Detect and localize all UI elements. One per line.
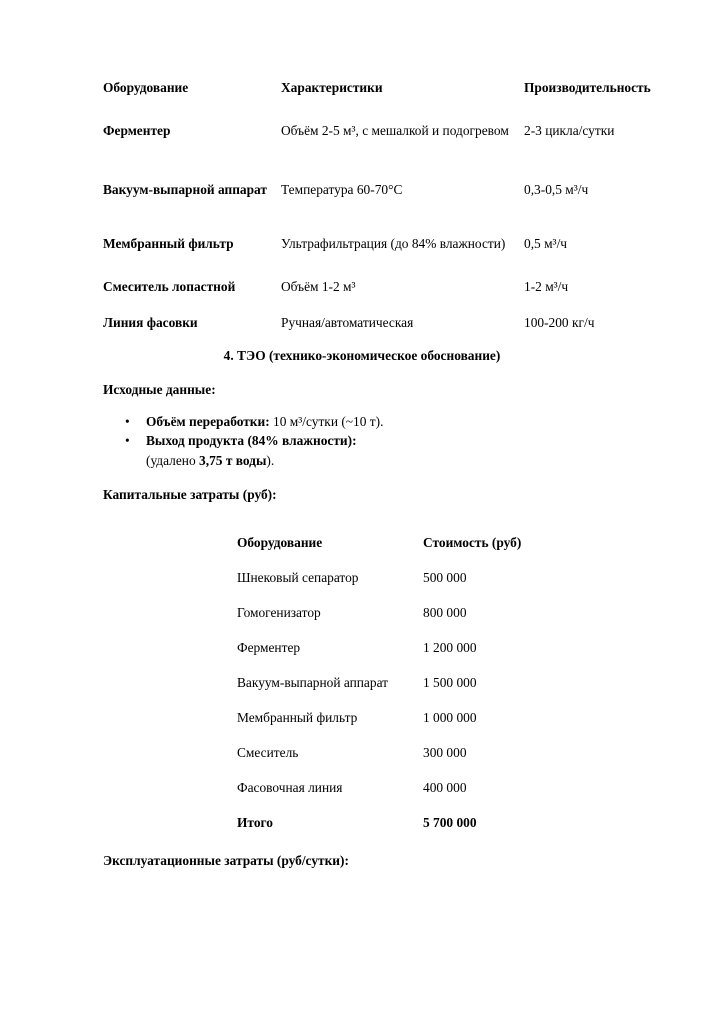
column-header-capacity: Производительность [524,79,651,95]
bullet-continuation [146,452,274,470]
cost-item-value: 400 000 [423,780,467,796]
operating-costs-heading: Эксплуатационные затраты (руб/сутки): [103,853,349,868]
cost-item-name: Ферментер [237,640,301,656]
column-header-equipment: Оборудование [103,79,189,95]
equipment-capacity: 1-2 м³/ч [524,278,569,294]
cost-item-name: Фасовочная линия [237,780,343,796]
initial-data-heading: Исходные данные: [103,382,216,397]
equipment-spec: Ультрафильтрация (до 84% влажности) [281,235,506,251]
equipment-table [103,76,683,342]
equipment-spec: Объём 2-5 м³, с мешалкой и подогревом [281,122,509,138]
cost-item-name: Смеситель [237,745,299,761]
bullet-label: Выход продукта (84% влажности): [146,433,357,448]
section-title: 4. ТЭО (технико-экономическое обоснование) [223,348,501,363]
equipment-capacity: 2-3 цикла/сутки [524,122,615,138]
equipment-name: Мембранный фильтр [103,235,234,251]
cost-item-name: Мембранный фильтр [237,710,358,726]
continuation-prefix: (удалено [146,453,200,468]
equipment-capacity: 0,3-0,5 м³/ч [524,181,589,197]
table-header-row [237,526,543,561]
table-row [103,270,683,304]
cost-item-value: 1 000 000 [423,710,477,726]
table-row [103,218,683,270]
table-row [237,631,543,666]
bullet-label: Объём переработки: [146,414,270,429]
continuation-suffix: ). [266,453,275,468]
cost-item-name: Гомогенизатор [237,605,321,621]
table-row [103,304,683,342]
equipment-capacity: 100-200 кг/ч [524,314,595,330]
bullet-icon: • [125,433,130,448]
equipment-spec: Объём 1-2 м³ [281,278,356,294]
cost-item-value: 1 500 000 [423,675,477,691]
equipment-capacity: 0,5 м³/ч [524,235,568,251]
bullet-icon: • [125,414,130,429]
equipment-spec: Температура 60-70°C [281,181,403,197]
total-value: 5 700 000 [423,815,477,831]
column-header-characteristics: Характеристики [281,79,383,95]
table-header-row [103,76,683,100]
cost-item-value: 800 000 [423,605,467,621]
equipment-name: Линия фасовки [103,314,198,330]
table-row [103,162,683,218]
table-row [237,701,543,736]
column-header-cost: Стоимость (руб) [423,535,522,551]
table-total-row [237,806,543,841]
cost-item-name: Вакуум-выпарной аппарат [237,675,389,691]
continuation-bold: 3,75 т воды [199,453,267,468]
cost-item-value: 1 200 000 [423,640,477,656]
table-row [237,771,543,806]
table-row [237,736,543,771]
equipment-name: Вакуум-выпарной аппарат [103,181,267,197]
equipment-name: Смеситель лопастной [103,278,236,294]
bullet-text: 10 м³/сутки (~10 т). [269,414,384,429]
table-row [237,596,543,631]
equipment-spec: Ручная/автоматическая [281,314,414,330]
list-item [103,432,663,451]
cost-item-value: 500 000 [423,570,467,586]
capital-costs-heading: Капитальные затраты (руб): [103,487,277,502]
table-row [103,100,683,162]
cost-item-value: 300 000 [423,745,467,761]
table-row [237,666,543,701]
cost-item-name: Шнековый сепаратор [237,570,359,586]
capital-costs-table [237,526,543,841]
equipment-name: Ферментер [103,122,171,138]
table-row [237,561,543,596]
initial-data-list [103,413,663,451]
list-item [103,413,663,432]
column-header-equipment: Оборудование [237,535,323,551]
total-label: Итого [237,815,273,831]
